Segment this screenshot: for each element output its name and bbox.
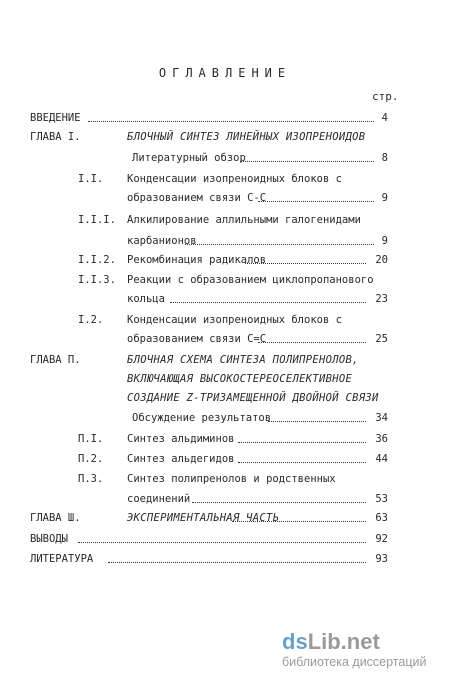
toc-entry-label: ЛИТЕРАТУРА xyxy=(30,553,94,565)
toc-entry-label: I.I.I. xyxy=(78,214,116,226)
toc-entry xyxy=(0,332,450,346)
toc-entry-title: Реакции с образованием циклопропанового xyxy=(127,274,374,286)
toc-entry xyxy=(0,472,450,486)
toc-entry-page: 93 xyxy=(375,553,388,565)
toc-entry-label: ГЛАВА I. xyxy=(30,131,81,143)
toc-entry-page: 9 xyxy=(381,192,388,204)
toc-entry-title: ЭКСПЕРИМЕНТАЛЬНАЯ ЧАСТЬ xyxy=(127,512,280,524)
toc-entry-page: 9 xyxy=(381,235,388,247)
dot-leader xyxy=(78,542,366,543)
toc-entry-page: 53 xyxy=(375,493,388,505)
toc-entry-label: ГЛАВА Ш. xyxy=(30,512,81,524)
toc-entry xyxy=(0,313,450,327)
toc-entry xyxy=(0,452,450,466)
toc-entry xyxy=(0,253,450,267)
dot-leader xyxy=(170,302,366,303)
toc-entry-label: ВЫВОДЫ xyxy=(30,533,68,545)
toc-entry-title: образованием связи С=С xyxy=(127,333,267,345)
watermark-logo: dsLib.net xyxy=(282,629,380,654)
toc-entry-page: 4 xyxy=(381,112,388,124)
toc-entry xyxy=(0,273,450,287)
dot-leader xyxy=(232,521,366,522)
dot-leader xyxy=(185,244,374,245)
toc-entry xyxy=(0,151,450,165)
dot-leader xyxy=(192,502,366,503)
toc-entry-page: 63 xyxy=(375,512,388,524)
toc-entry-page: 44 xyxy=(375,453,388,465)
toc-entry xyxy=(0,234,450,248)
toc-entry-title: ВКЛЮЧАЮЩАЯ ВЫСОКОСТЕРЕОСЕЛЕКТИВНОЕ xyxy=(127,373,353,385)
page-title: ОГЛАВЛЕНИЕ xyxy=(158,66,292,80)
toc-entry-label: П.З. xyxy=(78,473,104,485)
toc-entry-title: образованием связи С-С xyxy=(127,192,267,204)
toc-entry-label: I.I.3. xyxy=(78,274,116,286)
toc-entry xyxy=(0,552,450,566)
toc-entry-page: 36 xyxy=(375,433,388,445)
toc-entry xyxy=(0,511,450,525)
toc-entry-title: Синтез альдиминов xyxy=(127,433,235,445)
toc-entry xyxy=(0,353,450,367)
dot-leader xyxy=(238,442,366,443)
toc-entry-label: I.2. xyxy=(78,314,104,326)
toc-entry-title: СОЗДАНИЕ Z-ТРИЗАМЕЩЕННОЙ ДВОЙНОЙ СВЯЗИ xyxy=(127,392,379,404)
toc-entry xyxy=(0,191,450,205)
toc-entry xyxy=(0,492,450,506)
dot-leader xyxy=(108,562,366,563)
toc-entry xyxy=(0,213,450,227)
toc-entry xyxy=(0,432,450,446)
toc-entry-title: Синтез альдегидов xyxy=(127,453,235,465)
toc-entry xyxy=(0,411,450,425)
watermark xyxy=(282,630,442,670)
page-column-label: стр. xyxy=(372,90,399,103)
toc-entry-page: 25 xyxy=(375,333,388,345)
toc-entry-page: 8 xyxy=(381,152,388,164)
toc-entry-title: кольца xyxy=(127,293,165,305)
toc-entry-title: Конденсации изопреноидных блоков с xyxy=(127,314,342,326)
toc-entry xyxy=(0,391,450,405)
toc-entry-label: I.I.2. xyxy=(78,254,116,266)
toc-entry-label: ВВЕДЕНИЕ xyxy=(30,112,81,124)
toc-entry-page: 34 xyxy=(375,412,388,424)
toc-entry xyxy=(0,292,450,306)
toc-entry xyxy=(0,130,450,144)
toc-entry-label: I.I. xyxy=(78,173,104,185)
toc-entry-page: 23 xyxy=(375,293,388,305)
toc-entry-title: соединений xyxy=(127,493,191,505)
toc-entry-label: ГЛАВА П. xyxy=(30,354,81,366)
toc-entry-page: 92 xyxy=(375,533,388,545)
toc-entry-title: Алкилирование аллильными галогенидами xyxy=(127,214,361,226)
toc-entry-title: карбанионов xyxy=(127,235,197,247)
toc-entry xyxy=(0,111,450,125)
toc-entry-title: Конденсации изопреноидных блоков с xyxy=(127,173,342,185)
watermark-subtitle: библиотека диссертаций xyxy=(282,655,427,669)
toc-entry-title: Синтез полипренолов и родственных xyxy=(127,473,336,485)
dot-leader xyxy=(88,121,374,122)
toc-entry-label: П.I. xyxy=(78,433,104,445)
toc-entry-title: БЛОЧНАЯ СХЕМА СИНТЕЗА ПОЛИПРЕНОЛОВ, xyxy=(127,354,359,366)
toc-entry-title: БЛОЧНЫЙ СИНТЕЗ ЛИНЕЙНЫХ ИЗОПРЕНОИДОВ xyxy=(127,131,366,143)
toc-entry xyxy=(0,372,450,386)
toc-entry xyxy=(0,532,450,546)
toc-entry-title: Обсуждение результатов xyxy=(132,412,272,424)
toc-entry xyxy=(0,172,450,186)
toc-entry-title: Литературный обзор xyxy=(132,152,246,164)
toc-entry-title: Рекомбинация радикалов xyxy=(127,254,267,266)
dot-leader xyxy=(238,462,366,463)
toc-entry-label: П.2. xyxy=(78,453,104,465)
toc-entry-page: 20 xyxy=(375,254,388,266)
